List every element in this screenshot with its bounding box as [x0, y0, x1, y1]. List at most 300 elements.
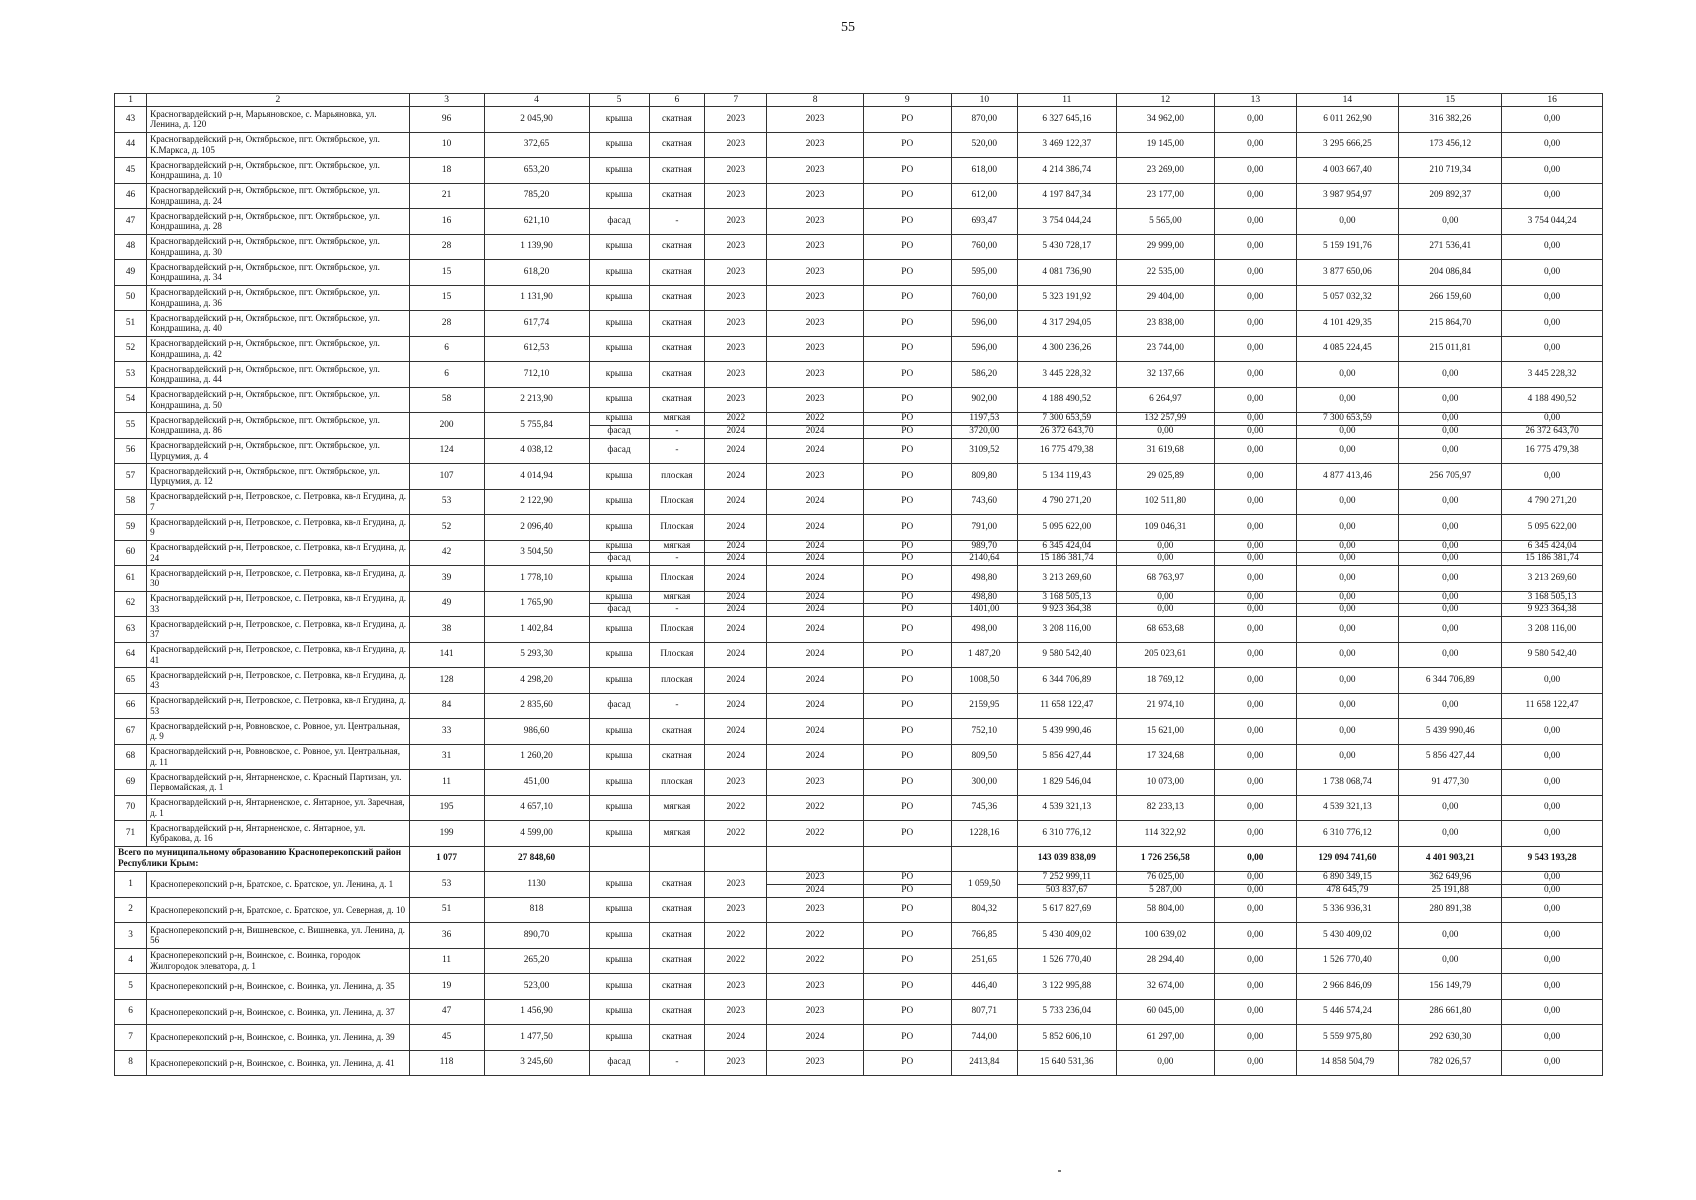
cell-col-16: 0,00 — [1502, 1050, 1603, 1076]
cell-col-9: РО — [863, 999, 951, 1025]
cell-col-8-line-2: 2024 — [767, 425, 862, 438]
cell-col-12: 19 145,00 — [1116, 132, 1215, 158]
table-row — [115, 158, 1603, 184]
cell-col-13: 0,00 — [1215, 668, 1296, 694]
cell-col-10-line-2: 3720,00 — [952, 425, 1017, 438]
cell-col-11 — [1018, 540, 1117, 566]
cell-col-10: 693,47 — [951, 209, 1017, 235]
cell-col-4: 1 131,90 — [484, 285, 589, 311]
cell-col-11: 5 430 409,02 — [1018, 923, 1117, 949]
row-number: 66 — [115, 693, 147, 719]
address-cell: Красногвардейский р-н, Янтарненское, с. Янтарное, ул. Заречная, д. 1 — [147, 795, 409, 821]
cell-col-9 — [863, 591, 951, 617]
row-number: 6 — [115, 999, 147, 1025]
cell-col-8 — [767, 413, 863, 439]
cell-col-8: 2024 — [767, 566, 863, 592]
cell-col-13-line-1: 0,00 — [1247, 540, 1264, 551]
cell-col-10: 520,00 — [951, 132, 1017, 158]
cell-col-16: 0,00 — [1502, 285, 1603, 311]
cell-col-16-line-2: 15 186 381,74 — [1502, 552, 1602, 565]
cell-col-5: крыша — [589, 770, 649, 796]
cell-col-8: 2023 — [767, 234, 863, 260]
cell-col-7: 2023 — [705, 872, 767, 898]
cell-col-10: 745,36 — [951, 795, 1017, 821]
cell-col-12 — [1116, 872, 1215, 898]
cell-col-15: 215 011,81 — [1399, 336, 1502, 362]
row-number: 60 — [115, 540, 147, 566]
cell-col-6 — [649, 540, 705, 566]
cell-col-4: 1 778,10 — [484, 566, 589, 592]
cell-col-13: 0,00 — [1215, 821, 1296, 847]
cell-col-10: 300,00 — [951, 770, 1017, 796]
cell-col-6: скатная — [649, 719, 705, 745]
cell-col-6: скатная — [649, 234, 705, 260]
cell-col-10: 902,00 — [951, 387, 1017, 413]
cell-col-5: крыша — [589, 183, 649, 209]
cell-col-12: 5 565,00 — [1116, 209, 1215, 235]
cell-col-3: 141 — [409, 642, 484, 668]
cell-col-15 — [1399, 591, 1502, 617]
cell-col-6-line-2: - — [650, 425, 705, 438]
cell-col-11 — [1018, 413, 1117, 439]
cell-col-13: 0,00 — [1215, 923, 1296, 949]
cell-col-16 — [1502, 540, 1603, 566]
total-col-5 — [589, 846, 649, 872]
cell-col-3: 51 — [409, 897, 484, 923]
cell-col-9-line-1: РО — [901, 591, 914, 602]
cell-col-8: 2022 — [767, 795, 863, 821]
cell-col-16-line-1: 3 168 505,13 — [1527, 591, 1577, 602]
cell-col-12: 29 999,00 — [1116, 234, 1215, 260]
cell-col-6: - — [649, 209, 705, 235]
row-number: 43 — [115, 107, 147, 133]
cell-col-13: 0,00 — [1215, 744, 1296, 770]
cell-col-16: 0,00 — [1502, 311, 1603, 337]
cell-col-14: 4 003 667,40 — [1296, 158, 1399, 184]
cell-col-4: 2 835,60 — [484, 693, 589, 719]
cell-col-8: 2024 — [767, 489, 863, 515]
cell-col-15: 91 477,30 — [1399, 770, 1502, 796]
cell-col-14: 2 966 846,09 — [1296, 974, 1399, 1000]
cell-col-10: 596,00 — [951, 311, 1017, 337]
address-cell: Красногвардейский р-н, Петровское, с. Петровка, кв-л Егудина, д. 37 — [147, 617, 409, 643]
cell-col-14-line-2: 0,00 — [1297, 552, 1399, 565]
cell-col-10: 760,00 — [951, 234, 1017, 260]
cell-col-11: 6 310 776,12 — [1018, 821, 1117, 847]
cell-col-7: 2023 — [705, 311, 767, 337]
cell-col-4: 785,20 — [484, 183, 589, 209]
row-number: 1 — [115, 872, 147, 898]
cell-col-15: 0,00 — [1399, 693, 1502, 719]
cell-col-11-line-2: 503 837,67 — [1018, 884, 1116, 897]
table-row — [115, 285, 1603, 311]
cell-col-5: фасад — [589, 693, 649, 719]
column-number: 8 — [767, 94, 863, 107]
address-cell: Красногвардейский р-н, Ровновское, с. Ровное, ул. Центральная, д. 11 — [147, 744, 409, 770]
address-cell: Красногвардейский р-н, Октябрьское, пгт. Октябрьское, ул. Кондрашина, д. 50 — [147, 387, 409, 413]
cell-col-3: 84 — [409, 693, 484, 719]
cell-col-7: 2023 — [705, 158, 767, 184]
cell-col-5: крыша — [589, 668, 649, 694]
cell-col-5: крыша — [589, 642, 649, 668]
cell-col-9: РО — [863, 693, 951, 719]
row-number: 54 — [115, 387, 147, 413]
cell-col-16: 3 445 228,32 — [1502, 362, 1603, 388]
cell-col-7: 2022 — [705, 821, 767, 847]
cell-col-12: 17 324,68 — [1116, 744, 1215, 770]
cell-col-8: 2023 — [767, 464, 863, 490]
cell-col-10: 1 059,50 — [951, 872, 1017, 898]
cell-col-7: 2024 — [705, 693, 767, 719]
cell-col-13 — [1215, 413, 1296, 439]
cell-col-9: РО — [863, 438, 951, 464]
cell-col-11-line-2: 9 923 364,38 — [1018, 603, 1116, 616]
address-cell: Красногвардейский р-н, Петровское, с. Петровка, кв-л Егудина, д. 9 — [147, 515, 409, 541]
column-number: 12 — [1116, 94, 1215, 107]
cell-col-5: крыша — [589, 158, 649, 184]
table-row — [115, 566, 1603, 592]
cell-col-9-line-2: РО — [864, 884, 951, 897]
cell-col-15: 266 159,60 — [1399, 285, 1502, 311]
cell-col-13: 0,00 — [1215, 387, 1296, 413]
cell-col-5: крыша — [589, 999, 649, 1025]
cell-col-5: крыша — [589, 336, 649, 362]
cell-col-6: скатная — [649, 132, 705, 158]
cell-col-4: 618,20 — [484, 260, 589, 286]
cell-col-7: 2024 — [705, 719, 767, 745]
cell-col-7: 2024 — [705, 744, 767, 770]
cell-col-3: 118 — [409, 1050, 484, 1076]
cell-col-12 — [1116, 591, 1215, 617]
cell-col-13: 0,00 — [1215, 311, 1296, 337]
cell-col-14 — [1296, 413, 1399, 439]
cell-col-8-line-1: 2022 — [805, 413, 825, 424]
cell-col-9: РО — [863, 668, 951, 694]
cell-col-9: РО — [863, 719, 951, 745]
cell-col-13-line-2: 0,00 — [1215, 603, 1295, 616]
row-number: 62 — [115, 591, 147, 617]
cell-col-3: 96 — [409, 107, 484, 133]
cell-col-8-line-2: 2024 — [767, 552, 862, 565]
row-number: 70 — [115, 795, 147, 821]
table-row — [115, 183, 1603, 209]
cell-col-12 — [1116, 540, 1215, 566]
page-number: 55 — [841, 20, 855, 35]
cell-col-16: 0,00 — [1502, 974, 1603, 1000]
cell-col-6-line-2: - — [650, 603, 705, 616]
cell-col-10: 612,00 — [951, 183, 1017, 209]
cell-col-3: 21 — [409, 183, 484, 209]
cell-col-15 — [1399, 540, 1502, 566]
cell-col-5: крыша — [589, 260, 649, 286]
cell-col-13-line-1: 0,00 — [1247, 413, 1264, 424]
row-number: 57 — [115, 464, 147, 490]
cell-col-5: крыша — [589, 107, 649, 133]
cell-col-9-line-2: РО — [864, 603, 951, 616]
cell-col-7: 2023 — [705, 336, 767, 362]
cell-col-16: 3 208 116,00 — [1502, 617, 1603, 643]
cell-col-16: 0,00 — [1502, 821, 1603, 847]
column-number: 5 — [589, 94, 649, 107]
cell-col-9: РО — [863, 770, 951, 796]
cell-col-14: 0,00 — [1296, 438, 1399, 464]
row-number: 49 — [115, 260, 147, 286]
row-number: 46 — [115, 183, 147, 209]
cell-col-6-line-2: - — [650, 552, 705, 565]
cell-col-13: 0,00 — [1215, 489, 1296, 515]
cell-col-11: 4 197 847,34 — [1018, 183, 1117, 209]
cell-col-8-line-1: 2023 — [805, 872, 825, 883]
cell-col-12: 23 177,00 — [1116, 183, 1215, 209]
cell-col-8: 2024 — [767, 719, 863, 745]
cell-col-9: РО — [863, 744, 951, 770]
cell-col-15: 0,00 — [1399, 362, 1502, 388]
cell-col-6: мягкая — [649, 795, 705, 821]
table-row — [115, 693, 1603, 719]
cell-col-10: 446,40 — [951, 974, 1017, 1000]
cell-col-7: 2023 — [705, 1050, 767, 1076]
cell-col-4: 1 456,90 — [484, 999, 589, 1025]
row-number: 7 — [115, 1025, 147, 1051]
cell-col-4: 4 599,00 — [484, 821, 589, 847]
cell-col-15: 0,00 — [1399, 515, 1502, 541]
cell-col-5: крыша — [589, 464, 649, 490]
cell-col-3: 19 — [409, 974, 484, 1000]
cell-col-6: плоская — [649, 668, 705, 694]
cell-col-5: крыша — [589, 362, 649, 388]
address-cell: Красногвардейский р-н, Октябрьское, пгт. Октябрьское, ул. К.Маркса, д. 105 — [147, 132, 409, 158]
row-number: 58 — [115, 489, 147, 515]
cell-col-3: 11 — [409, 770, 484, 796]
row-number: 56 — [115, 438, 147, 464]
table-row — [115, 795, 1603, 821]
table-row — [115, 821, 1603, 847]
address-cell: Красногвардейский р-н, Октябрьское, пгт. Октябрьское, ул. Кондрашина, д. 44 — [147, 362, 409, 388]
cell-col-6 — [649, 413, 705, 439]
cell-col-10: 2159,95 — [951, 693, 1017, 719]
row-number: 44 — [115, 132, 147, 158]
cell-col-15: 280 891,38 — [1399, 897, 1502, 923]
cell-col-16: 0,00 — [1502, 948, 1603, 974]
table-row — [115, 770, 1603, 796]
cell-col-10: 3109,52 — [951, 438, 1017, 464]
cell-col-11: 3 754 044,24 — [1018, 209, 1117, 235]
cell-col-9: РО — [863, 158, 951, 184]
row-number: 50 — [115, 285, 147, 311]
cell-col-4: 1 477,50 — [484, 1025, 589, 1051]
cell-col-13: 0,00 — [1215, 617, 1296, 643]
cell-col-8: 2022 — [767, 923, 863, 949]
table-row — [115, 515, 1603, 541]
cell-col-5: крыша — [589, 872, 649, 898]
cell-col-9: РО — [863, 234, 951, 260]
cell-col-3: 38 — [409, 617, 484, 643]
cell-col-4: 3 245,60 — [484, 1050, 589, 1076]
table-row — [115, 1025, 1603, 1051]
cell-col-9: РО — [863, 948, 951, 974]
cell-col-12-line-2: 0,00 — [1117, 425, 1215, 438]
cell-col-7: 2024 — [705, 489, 767, 515]
cell-col-13: 0,00 — [1215, 693, 1296, 719]
cell-col-12: 100 639,02 — [1116, 923, 1215, 949]
cell-col-9: РО — [863, 362, 951, 388]
cell-col-10: 804,32 — [951, 897, 1017, 923]
cell-col-13: 0,00 — [1215, 999, 1296, 1025]
cell-col-10: 251,65 — [951, 948, 1017, 974]
cell-col-7: 2023 — [705, 362, 767, 388]
row-number: 67 — [115, 719, 147, 745]
table-row — [115, 489, 1603, 515]
cell-col-15: 5 856 427,44 — [1399, 744, 1502, 770]
cell-col-8: 2023 — [767, 285, 863, 311]
cell-col-3: 36 — [409, 923, 484, 949]
cell-col-6: скатная — [649, 260, 705, 286]
cell-col-14 — [1296, 591, 1399, 617]
cell-col-3: 200 — [409, 413, 484, 439]
cell-col-12: 29 025,89 — [1116, 464, 1215, 490]
cell-col-11: 4 214 386,74 — [1018, 158, 1117, 184]
cell-col-3: 16 — [409, 209, 484, 235]
cell-col-10: 870,00 — [951, 107, 1017, 133]
cell-col-16: 0,00 — [1502, 744, 1603, 770]
cell-col-6: скатная — [649, 311, 705, 337]
cell-col-8: 2023 — [767, 209, 863, 235]
address-cell: Красногвардейский р-н, Октябрьское, пгт. Октябрьское, ул. Кондрашина, д. 36 — [147, 285, 409, 311]
table-row — [115, 948, 1603, 974]
cell-col-16: 9 580 542,40 — [1502, 642, 1603, 668]
cell-col-12: 23 744,00 — [1116, 336, 1215, 362]
cell-col-15-line-1: 0,00 — [1442, 591, 1459, 602]
cell-col-8-line-2: 2024 — [767, 603, 862, 616]
cell-col-5: крыша — [589, 285, 649, 311]
cell-col-14: 1 526 770,40 — [1296, 948, 1399, 974]
cell-col-6: скатная — [649, 107, 705, 133]
cell-col-16: 4 790 271,20 — [1502, 489, 1603, 515]
cell-col-8: 2023 — [767, 897, 863, 923]
total-col-15: 4 401 903,21 — [1399, 846, 1502, 872]
cell-col-11: 4 300 236,26 — [1018, 336, 1117, 362]
cell-col-9 — [863, 413, 951, 439]
cell-col-11: 4 317 294,05 — [1018, 311, 1117, 337]
cell-col-9: РО — [863, 1025, 951, 1051]
cell-col-16: 0,00 — [1502, 795, 1603, 821]
cell-col-9: РО — [863, 107, 951, 133]
cell-col-15: 0,00 — [1399, 209, 1502, 235]
cell-col-14: 0,00 — [1296, 387, 1399, 413]
cell-col-4: 3 504,50 — [484, 540, 589, 566]
table-row — [115, 438, 1603, 464]
cell-col-12: 10 073,00 — [1116, 770, 1215, 796]
cell-col-11: 5 439 990,46 — [1018, 719, 1117, 745]
cell-col-14: 0,00 — [1296, 362, 1399, 388]
cell-col-5: крыша — [589, 897, 649, 923]
cell-col-11: 4 188 490,52 — [1018, 387, 1117, 413]
cell-col-14: 1 738 068,74 — [1296, 770, 1399, 796]
cell-col-11: 6 344 706,89 — [1018, 668, 1117, 694]
cell-col-6: мягкая — [649, 821, 705, 847]
address-cell: Красногвардейский р-н, Петровское, с. Петровка, кв-л Егудина, д. 30 — [147, 566, 409, 592]
cell-col-5: крыша — [589, 719, 649, 745]
cell-col-3: 47 — [409, 999, 484, 1025]
address-cell: Красногвардейский р-н, Петровское, с. Петровка, кв-л Егудина, д. 33 — [147, 591, 409, 617]
address-cell: Красногвардейский р-н, Петровское, с. Петровка, кв-л Егудина, д. 7 — [147, 489, 409, 515]
address-cell: Красноперекопский р-н, Воинское, с. Воинка, ул. Ленина, д. 39 — [147, 1025, 409, 1051]
cell-col-15: 0,00 — [1399, 795, 1502, 821]
cell-col-13: 0,00 — [1215, 795, 1296, 821]
cell-col-10 — [951, 413, 1017, 439]
cell-col-14: 0,00 — [1296, 617, 1399, 643]
scan-mark — [1058, 1170, 1061, 1172]
cell-col-12-line-2: 5 287,00 — [1117, 884, 1215, 897]
cell-col-7: 2024 — [705, 464, 767, 490]
cell-col-5: крыша — [589, 948, 649, 974]
cell-col-13: 0,00 — [1215, 719, 1296, 745]
cell-col-13-line-2: 0,00 — [1215, 425, 1295, 438]
cell-col-10: 498,80 — [951, 566, 1017, 592]
cell-col-5: крыша — [589, 387, 649, 413]
address-cell: Красногвардейский р-н, Марьяновское, с. Марьяновка, ул. Ленина, д. 120 — [147, 107, 409, 133]
cell-col-12: 22 535,00 — [1116, 260, 1215, 286]
cell-col-15: 0,00 — [1399, 438, 1502, 464]
cell-col-8-line-1: 2024 — [805, 591, 825, 602]
cell-col-7-line-1: 2024 — [726, 540, 746, 551]
table-row — [115, 132, 1603, 158]
cell-col-14: 0,00 — [1296, 744, 1399, 770]
cell-col-15-line-1: 0,00 — [1442, 540, 1459, 551]
cell-col-15 — [1399, 413, 1502, 439]
cell-col-12: 32 137,66 — [1116, 362, 1215, 388]
cell-col-13 — [1215, 872, 1296, 898]
cell-col-15: 0,00 — [1399, 923, 1502, 949]
cell-col-6: скатная — [649, 923, 705, 949]
column-number: 7 — [705, 94, 767, 107]
cell-col-11: 1 526 770,40 — [1018, 948, 1117, 974]
cell-col-8: 2023 — [767, 974, 863, 1000]
address-cell: Красноперекопский р-н, Братское, с. Братское, ул. Ленина, д. 1 — [147, 872, 409, 898]
cell-col-14 — [1296, 540, 1399, 566]
cell-col-11: 4 539 321,13 — [1018, 795, 1117, 821]
address-cell: Красногвардейский р-н, Октябрьское, пгт. Октябрьское, ул. Кондрашина, д. 10 — [147, 158, 409, 184]
cell-col-5: крыша — [589, 923, 649, 949]
cell-col-3: 10 — [409, 132, 484, 158]
cell-col-15: 286 661,80 — [1399, 999, 1502, 1025]
cell-col-7: 2024 — [705, 1025, 767, 1051]
column-number: 13 — [1215, 94, 1296, 107]
table-row — [115, 999, 1603, 1025]
cell-col-13: 0,00 — [1215, 158, 1296, 184]
total-col-6 — [649, 846, 705, 872]
cell-col-10-line-2: 2140,64 — [952, 552, 1017, 565]
cell-col-16: 11 658 122,47 — [1502, 693, 1603, 719]
address-cell: Красногвардейский р-н, Октябрьское, пгт. Октябрьское, ул. Кондрашина, д. 40 — [147, 311, 409, 337]
cell-col-13: 0,00 — [1215, 234, 1296, 260]
cell-col-15: 204 086,84 — [1399, 260, 1502, 286]
table-row — [115, 540, 1603, 566]
cell-col-11: 5 617 827,69 — [1018, 897, 1117, 923]
row-number: 4 — [115, 948, 147, 974]
cell-col-15 — [1399, 872, 1502, 898]
cell-col-6: Плоская — [649, 566, 705, 592]
cell-col-5 — [589, 540, 649, 566]
cell-col-16: 0,00 — [1502, 132, 1603, 158]
cell-col-4: 818 — [484, 897, 589, 923]
cell-col-10 — [951, 540, 1017, 566]
cell-col-14: 0,00 — [1296, 668, 1399, 694]
cell-col-6: скатная — [649, 1025, 705, 1051]
cell-col-11-line-2: 15 186 381,74 — [1018, 552, 1116, 565]
cell-col-7: 2023 — [705, 260, 767, 286]
cell-col-15: 0,00 — [1399, 821, 1502, 847]
